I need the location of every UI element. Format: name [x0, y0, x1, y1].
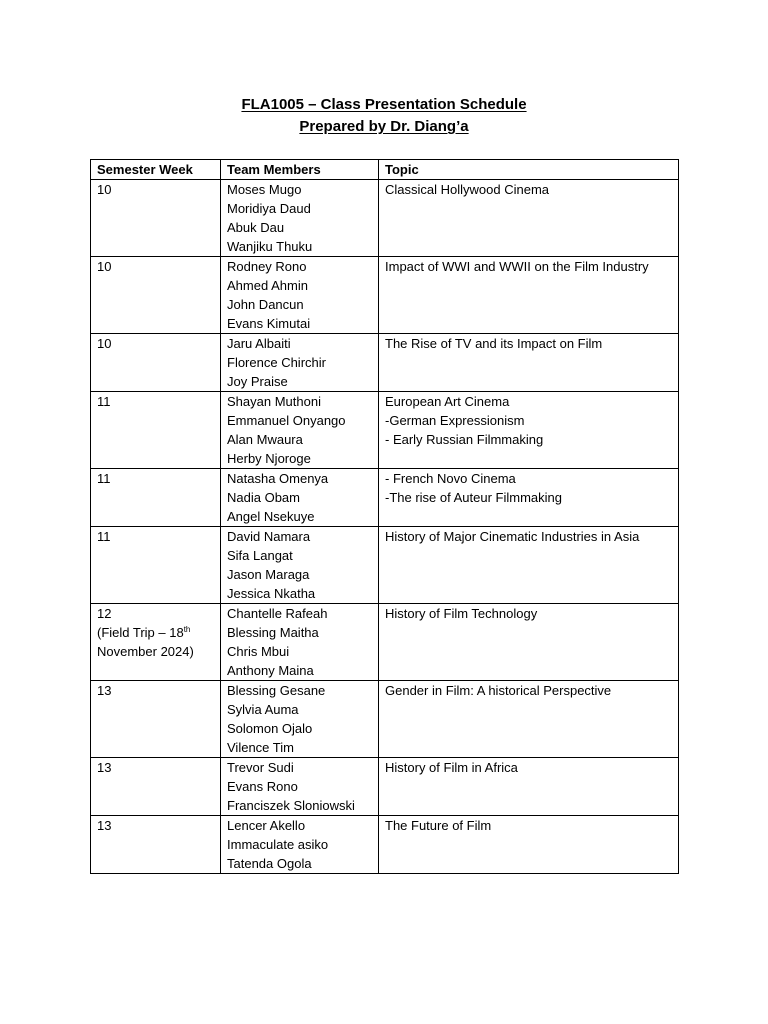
member-name: Moses Mugo [227, 182, 302, 197]
member-name: Nadia Obam [227, 490, 300, 505]
week-cell: 11 [91, 469, 221, 527]
members-cell [221, 392, 379, 469]
member-name: John Dancun [227, 297, 304, 312]
field-trip-note: (Field Trip – 18th [97, 625, 191, 640]
members-cell [221, 257, 379, 334]
members-cell [221, 758, 379, 816]
member-name: Emmanuel Onyango [227, 413, 346, 428]
table-row [91, 604, 679, 681]
topic-cell: European Art Cinema -German Expressionism - Early Russian Filmmaking [379, 392, 679, 469]
member-name: Franciszek Sloniowski [227, 798, 355, 813]
week-cell: 10 [91, 257, 221, 334]
member-name: Blessing Gesane [227, 683, 326, 698]
member-name: Immaculate asiko [227, 837, 329, 852]
member-name: Natasha Omenya [227, 471, 329, 486]
members-cell [221, 180, 379, 257]
week-cell: 13 [91, 681, 221, 758]
member-name: Sylvia Auma [227, 702, 299, 717]
member-name: Alan Mwaura [227, 432, 303, 447]
topic-cell: History of Film in Africa [379, 758, 679, 816]
topic-cell: History of Film Technology [379, 604, 679, 681]
topic-cell: Impact of WWI and WWII on the Film Industry [379, 257, 679, 334]
table-row [91, 180, 679, 257]
member-name: Tatenda Ogola [227, 856, 312, 871]
member-name: Trevor Sudi [227, 760, 294, 775]
member-name: Wanjiku Thuku [227, 239, 313, 254]
members-cell [221, 816, 379, 874]
member-name: Anthony Maina [227, 663, 314, 678]
header-topic: Topic [379, 160, 679, 180]
member-name: Evans Rono [227, 779, 298, 794]
member-name: Sifa Langat [227, 548, 293, 563]
table-row [91, 816, 679, 874]
table-row [91, 527, 679, 604]
member-name: David Namara [227, 529, 311, 544]
document-subtitle: Prepared by Dr. Diang’a [299, 118, 469, 135]
member-name: Moridiya Daud [227, 201, 311, 216]
week-cell: 13 [91, 816, 221, 874]
week-cell: 10 [91, 180, 221, 257]
member-name: Jaru Albaiti [227, 336, 291, 351]
topic-cell: The Future of Film [379, 816, 679, 874]
schedule-table [90, 159, 679, 874]
members-cell [221, 334, 379, 392]
table-row [91, 758, 679, 816]
member-name: Blessing Maitha [227, 625, 319, 640]
table-row [91, 257, 679, 334]
header-semester-week: Semester Week [91, 160, 221, 180]
document-title: FLA1005 – Class Presentation Schedule [241, 96, 527, 113]
members-cell [221, 604, 379, 681]
member-name: Chris Mbui [227, 644, 290, 659]
table-row [91, 681, 679, 758]
header-team-members: Team Members [221, 160, 379, 180]
member-name: Angel Nsekuye [227, 509, 315, 524]
member-name: Rodney Rono [227, 259, 307, 274]
member-name: Herby Njoroge [227, 451, 311, 466]
week-cell: 11 [91, 527, 221, 604]
member-name: Shayan Muthoni [227, 394, 321, 409]
topic-cell: Classical Hollywood Cinema [379, 180, 679, 257]
week-cell: 10 [91, 334, 221, 392]
member-name: Chantelle Rafeah [227, 606, 328, 621]
week-cell: 12 (Field Trip – 18th November 2024) [91, 604, 221, 681]
member-name: Vilence Tim [227, 740, 294, 755]
week-cell: 13 [91, 758, 221, 816]
topic-cell: History of Major Cinematic Industries in Asia [379, 527, 679, 604]
member-name: Ahmed Ahmin [227, 278, 308, 293]
member-name: Evans Kimutai [227, 316, 311, 331]
member-name: Florence Chirchir [227, 355, 326, 370]
table-header-row [91, 160, 679, 180]
members-cell [221, 527, 379, 604]
week-cell: 11 [91, 392, 221, 469]
member-name: Joy Praise [227, 374, 288, 389]
member-name: Solomon Ojalo [227, 721, 313, 736]
members-cell [221, 681, 379, 758]
topic-cell: - French Novo Cinema -The rise of Auteur Filmmaking [379, 469, 679, 527]
table-row [91, 392, 679, 469]
member-name: Lencer Akello [227, 818, 306, 833]
member-name: Abuk Dau [227, 220, 285, 235]
topic-cell: Gender in Film: A historical Perspective [379, 681, 679, 758]
topic-cell: The Rise of TV and its Impact on Film [379, 334, 679, 392]
table-row [91, 334, 679, 392]
member-name: Jason Maraga [227, 567, 310, 582]
table-row [91, 469, 679, 527]
member-name: Jessica Nkatha [227, 586, 316, 601]
members-cell [221, 469, 379, 527]
